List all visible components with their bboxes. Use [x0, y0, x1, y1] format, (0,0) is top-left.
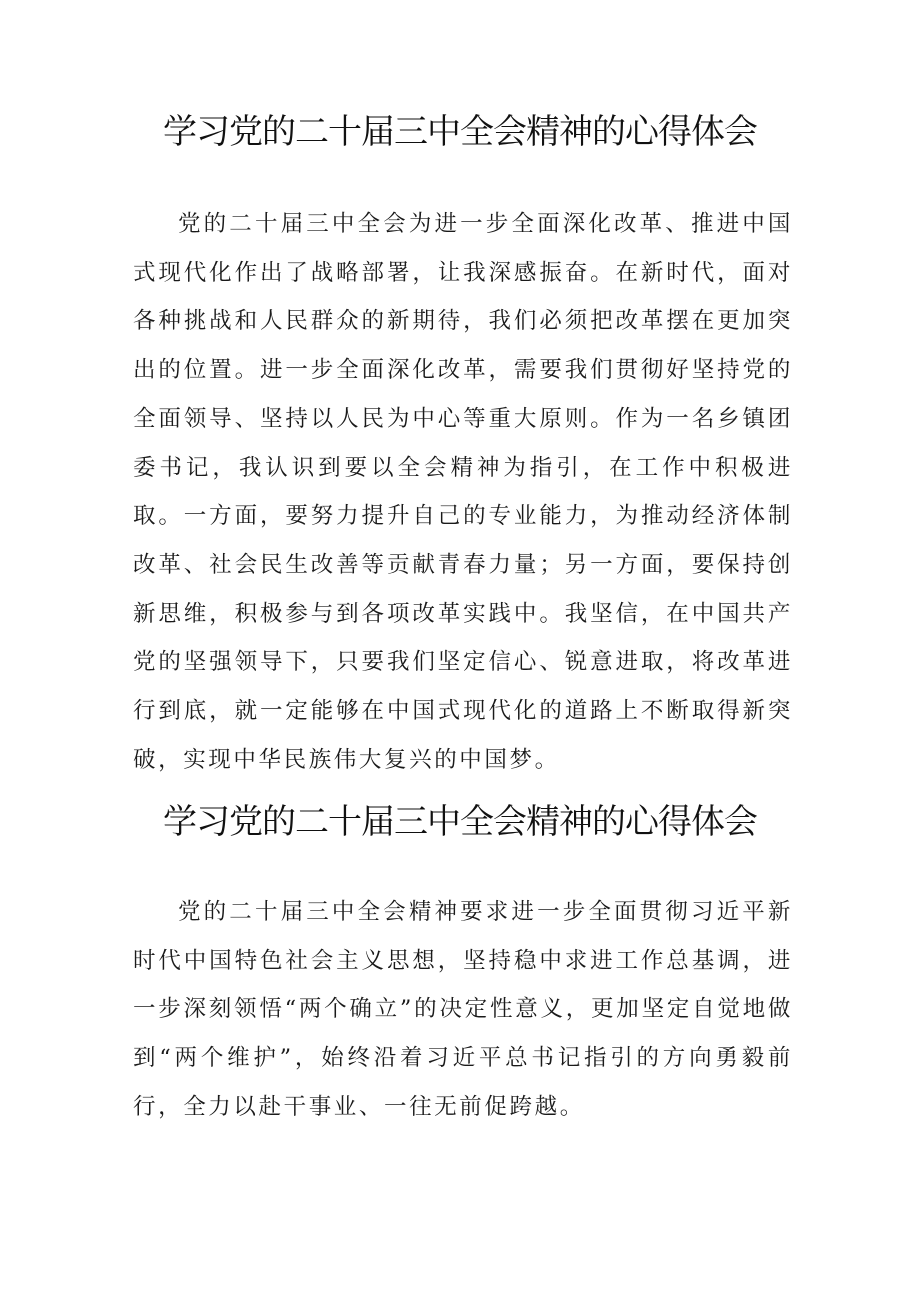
article-2-body: 党的二十届三中全会精神要求进一步全面贯彻习近平新时代中国特色社会主义思想，坚持稳中求进工作总基调，进一步深刻领悟“两个确立”的决定性意义，更加坚定自觉地做到“两个维护”，始终沿着习近平总书记指引的方向勇毅前行，全力以赴干事业、一往无前促跨越。: [133, 899, 793, 1120]
article-2-title: 学习党的二十届三中全会精神的心得体会: [163, 802, 757, 842]
article-1-title: 学习党的二十届三中全会精神的心得体会: [163, 112, 757, 152]
article-1-body: 党的二十届三中全会为进一步全面深化改革、推进中国式现代化作出了战略部署，让我深感振奋。在新时代，面对各种挑战和人民群众的新期待，我们必须把改革摆在更加突出的位置。进一步全面深化改革，需要我们贯彻好坚持党的全面领导、坚持以人民为中心等重大原则。作为一名乡镇团委书记，我认识到要以全会精神为指引，在工作中积极进取。一方面，要努力提升自己的专业能力，为推动经济体制改革、社会民生改善等贡献青春力量；另一方面，要保持创新思维，积极参与到各项改革实践中。我坚信，在中国共产党的坚强领导下，只要我们坚定信心、锐意进取，将改革进行到底，就一定能够在中国式现代化的道路上不断取得新突破，实现中华民族伟大复兴的中国梦。: [133, 211, 793, 773]
